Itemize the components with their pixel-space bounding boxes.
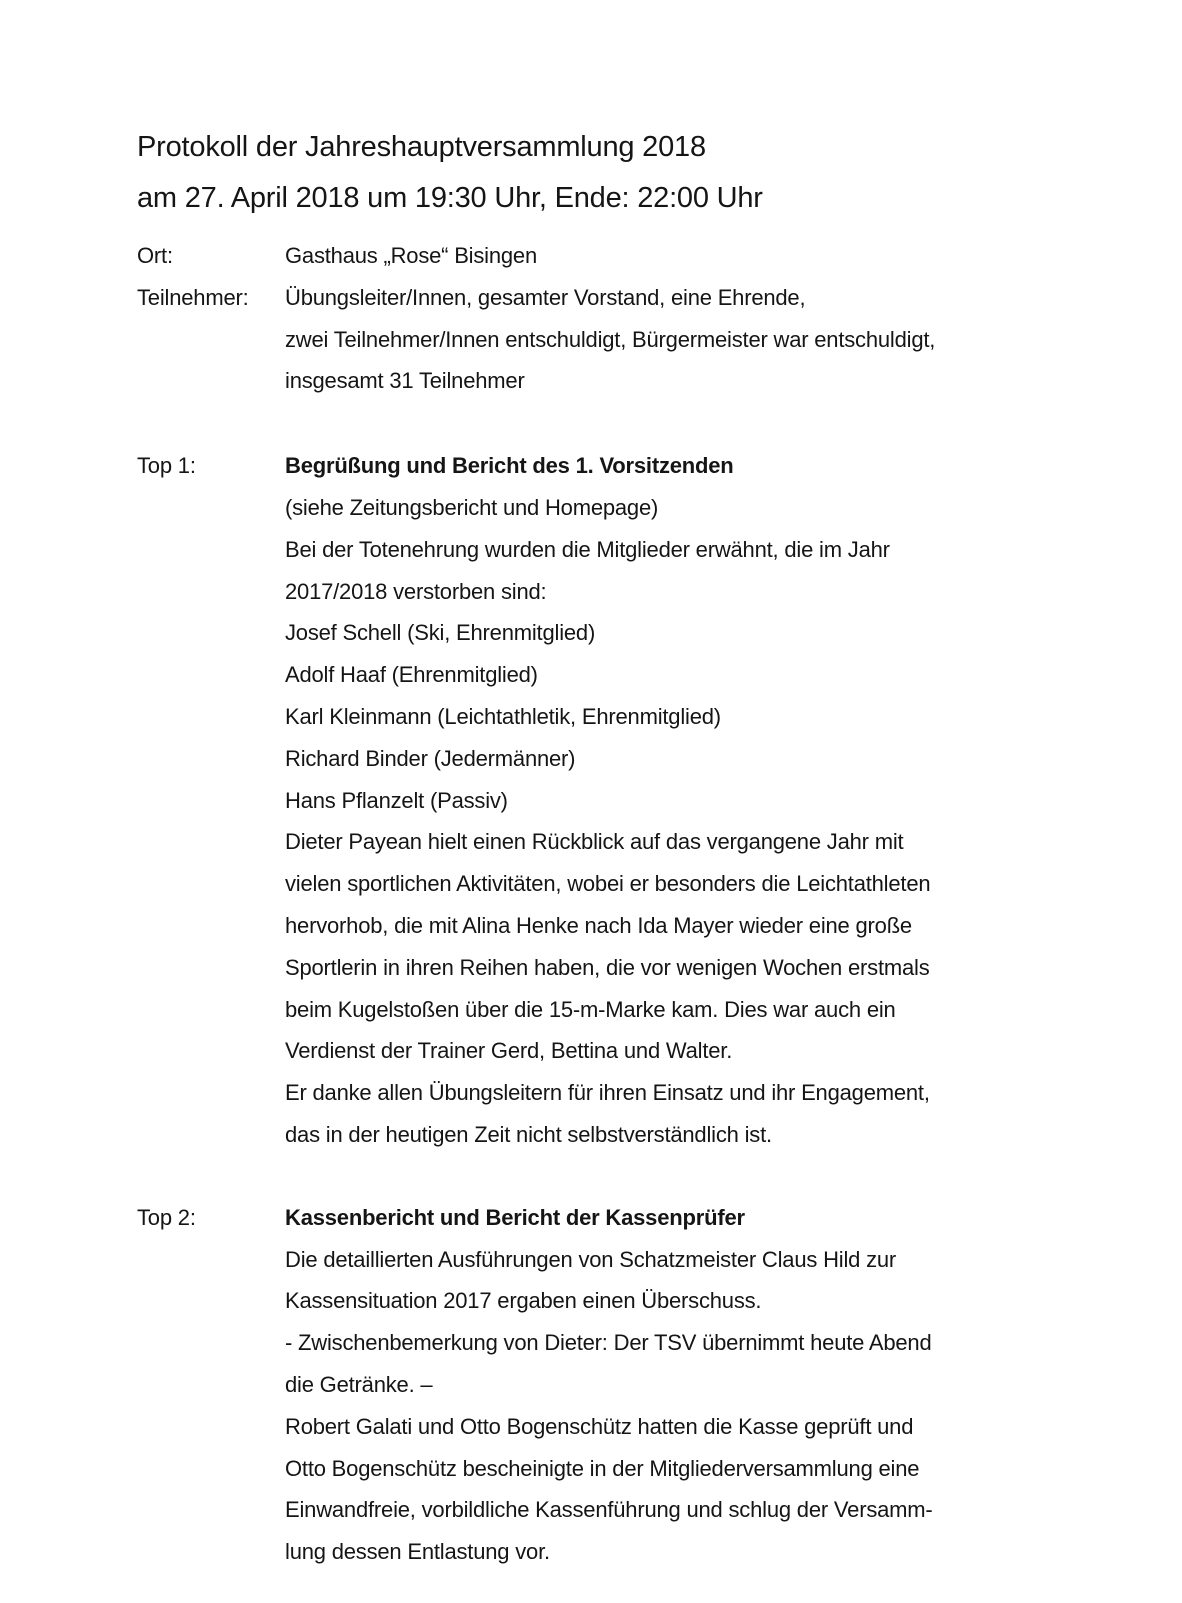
body-line: Hans Pflanzelt (Passiv)	[285, 787, 508, 813]
body-line: vielen sportlichen Aktivitäten, wobei er besonders die Leichtathleten	[285, 871, 931, 897]
top2-section	[137, 1197, 1122, 1573]
meta-row-teilnehmer-cont	[137, 319, 1122, 361]
empty-label-cell	[137, 821, 285, 863]
meta-section	[137, 235, 1122, 402]
empty-label-cell	[137, 905, 285, 947]
body-line: Robert Galati und Otto Bogenschütz hatten die Kasse geprüft und	[285, 1413, 914, 1439]
top1-body-row	[137, 487, 1122, 529]
body-line: (siehe Zeitungsbericht und Homepage)	[285, 494, 659, 520]
empty-label-cell	[137, 1322, 285, 1364]
body-line: Dieter Payean hielt einen Rückblick auf das vergangene Jahr mit	[285, 829, 904, 855]
body-line: Richard Binder (Jedermänner)	[285, 745, 576, 771]
top1-body-row	[137, 1030, 1122, 1072]
body-line: Adolf Haaf (Ehrenmitglied)	[285, 662, 538, 688]
top2-label: Top 2:	[137, 1204, 196, 1230]
field-value-ort: Gasthaus „Rose“ Bisingen	[285, 243, 537, 268]
top2-body-row	[137, 1239, 1122, 1281]
empty-label-cell	[137, 947, 285, 989]
body-line: Die detaillierten Ausführungen von Schatzmeister Claus Hild zur	[285, 1246, 897, 1272]
top2-body-row	[137, 1280, 1122, 1322]
meta-row-teilnehmer-cont	[137, 360, 1122, 402]
top2-body-row	[137, 1531, 1122, 1573]
field-label-teilnehmer: Teilnehmer:	[137, 284, 249, 310]
body-line: - Zwischenbemerkung von Dieter: Der TSV übernimmt heute Abend	[285, 1330, 932, 1356]
empty-label-cell	[137, 989, 285, 1031]
empty-label-cell	[137, 1114, 285, 1156]
top1-body-row	[137, 612, 1122, 654]
teilnehmer-line: Übungsleiter/Innen, gesamter Vorstand, eine Ehrende,	[285, 284, 806, 310]
empty-label-cell	[137, 1448, 285, 1490]
top1-label: Top 1:	[137, 453, 196, 479]
empty-label-cell	[137, 1406, 285, 1448]
body-line: Bei der Totenehrung wurden die Mitglieder erwähnt, die im Jahr	[285, 536, 890, 562]
top2-heading: Kassenbericht und Bericht der Kassenprüfer	[285, 1204, 745, 1230]
empty-label-cell	[137, 571, 285, 613]
body-line: Kassensituation 2017 ergaben einen Überschuss.	[285, 1288, 762, 1314]
top1-body-row	[137, 905, 1122, 947]
body-line: beim Kugelstoßen über die 15-m-Marke kam. Dies war auch ein	[285, 996, 896, 1022]
meta-row-teilnehmer	[137, 277, 1122, 319]
empty-label-cell	[137, 487, 285, 529]
empty-label-cell	[137, 1280, 285, 1322]
field-label-ort: Ort:	[137, 243, 173, 268]
body-line: Sportlerin in ihren Reihen haben, die vor wenigen Wochen erstmals	[285, 954, 930, 980]
empty-label-cell	[137, 1489, 285, 1531]
top1-body-row	[137, 780, 1122, 822]
body-line: Karl Kleinmann (Leichtathletik, Ehrenmitglied)	[285, 703, 721, 729]
body-line: lung dessen Entlastung vor.	[285, 1539, 550, 1565]
document-title	[137, 122, 1122, 224]
empty-label-cell	[137, 738, 285, 780]
top1-body-row	[137, 947, 1122, 989]
empty-label-cell	[137, 863, 285, 905]
empty-label-cell	[137, 360, 285, 402]
top1-body-row	[137, 1072, 1122, 1114]
empty-label-cell	[137, 612, 285, 654]
empty-label-cell	[137, 1364, 285, 1406]
top2-body-row	[137, 1448, 1122, 1490]
teilnehmer-line: zwei Teilnehmer/Innen entschuldigt, Bürgermeister war entschuldigt,	[285, 326, 936, 352]
title-line-2: am 27. April 2018 um 19:30 Uhr, Ende: 22:00 Uhr	[137, 182, 763, 214]
body-line: Otto Bogenschütz bescheinigte in der Mitgliederversammlung eine	[285, 1455, 920, 1481]
body-line: 2017/2018 verstorben sind:	[285, 578, 547, 604]
top1-body-row	[137, 989, 1122, 1031]
top1-body-row	[137, 1114, 1122, 1156]
top2-heading-row	[137, 1197, 1122, 1239]
empty-label-cell	[137, 319, 285, 361]
top2-body-row	[137, 1322, 1122, 1364]
body-line: Josef Schell (Ski, Ehrenmitglied)	[285, 620, 596, 646]
empty-label-cell	[137, 1072, 285, 1114]
top1-body-row	[137, 696, 1122, 738]
top1-heading: Begrüßung und Bericht des 1. Vorsitzenden	[285, 453, 734, 479]
title-line-1: Protokoll der Jahreshauptversammlung 2018	[137, 131, 706, 163]
meta-row-ort	[137, 235, 1122, 277]
body-line: Einwandfreie, vorbildliche Kassenführung und schlug der Versamm-	[285, 1497, 933, 1523]
top1-section	[137, 445, 1122, 1156]
empty-label-cell	[137, 696, 285, 738]
empty-label-cell	[137, 654, 285, 696]
body-line: das in der heutigen Zeit nicht selbstverständlich ist.	[285, 1121, 772, 1147]
top2-body-row	[137, 1364, 1122, 1406]
teilnehmer-line: insgesamt 31 Teilnehmer	[285, 368, 525, 394]
empty-label-cell	[137, 780, 285, 822]
top1-body-row	[137, 654, 1122, 696]
body-line: hervorhob, die mit Alina Henke nach Ida Mayer wieder eine große	[285, 912, 912, 938]
top1-body-row	[137, 863, 1122, 905]
top1-heading-row	[137, 445, 1122, 487]
empty-label-cell	[137, 1531, 285, 1573]
top1-body-row	[137, 529, 1122, 571]
top2-body-row	[137, 1406, 1122, 1448]
body-line: Er danke allen Übungsleitern für ihren Einsatz und ihr Engagement,	[285, 1080, 930, 1106]
body-line: Verdienst der Trainer Gerd, Bettina und Walter.	[285, 1038, 733, 1064]
top1-body-row	[137, 738, 1122, 780]
top1-body-row	[137, 571, 1122, 613]
empty-label-cell	[137, 1030, 285, 1072]
top1-body-row	[137, 821, 1122, 863]
empty-label-cell	[137, 529, 285, 571]
top2-body-row	[137, 1489, 1122, 1531]
body-line: die Getränke. –	[285, 1371, 433, 1397]
empty-label-cell	[137, 1239, 285, 1281]
